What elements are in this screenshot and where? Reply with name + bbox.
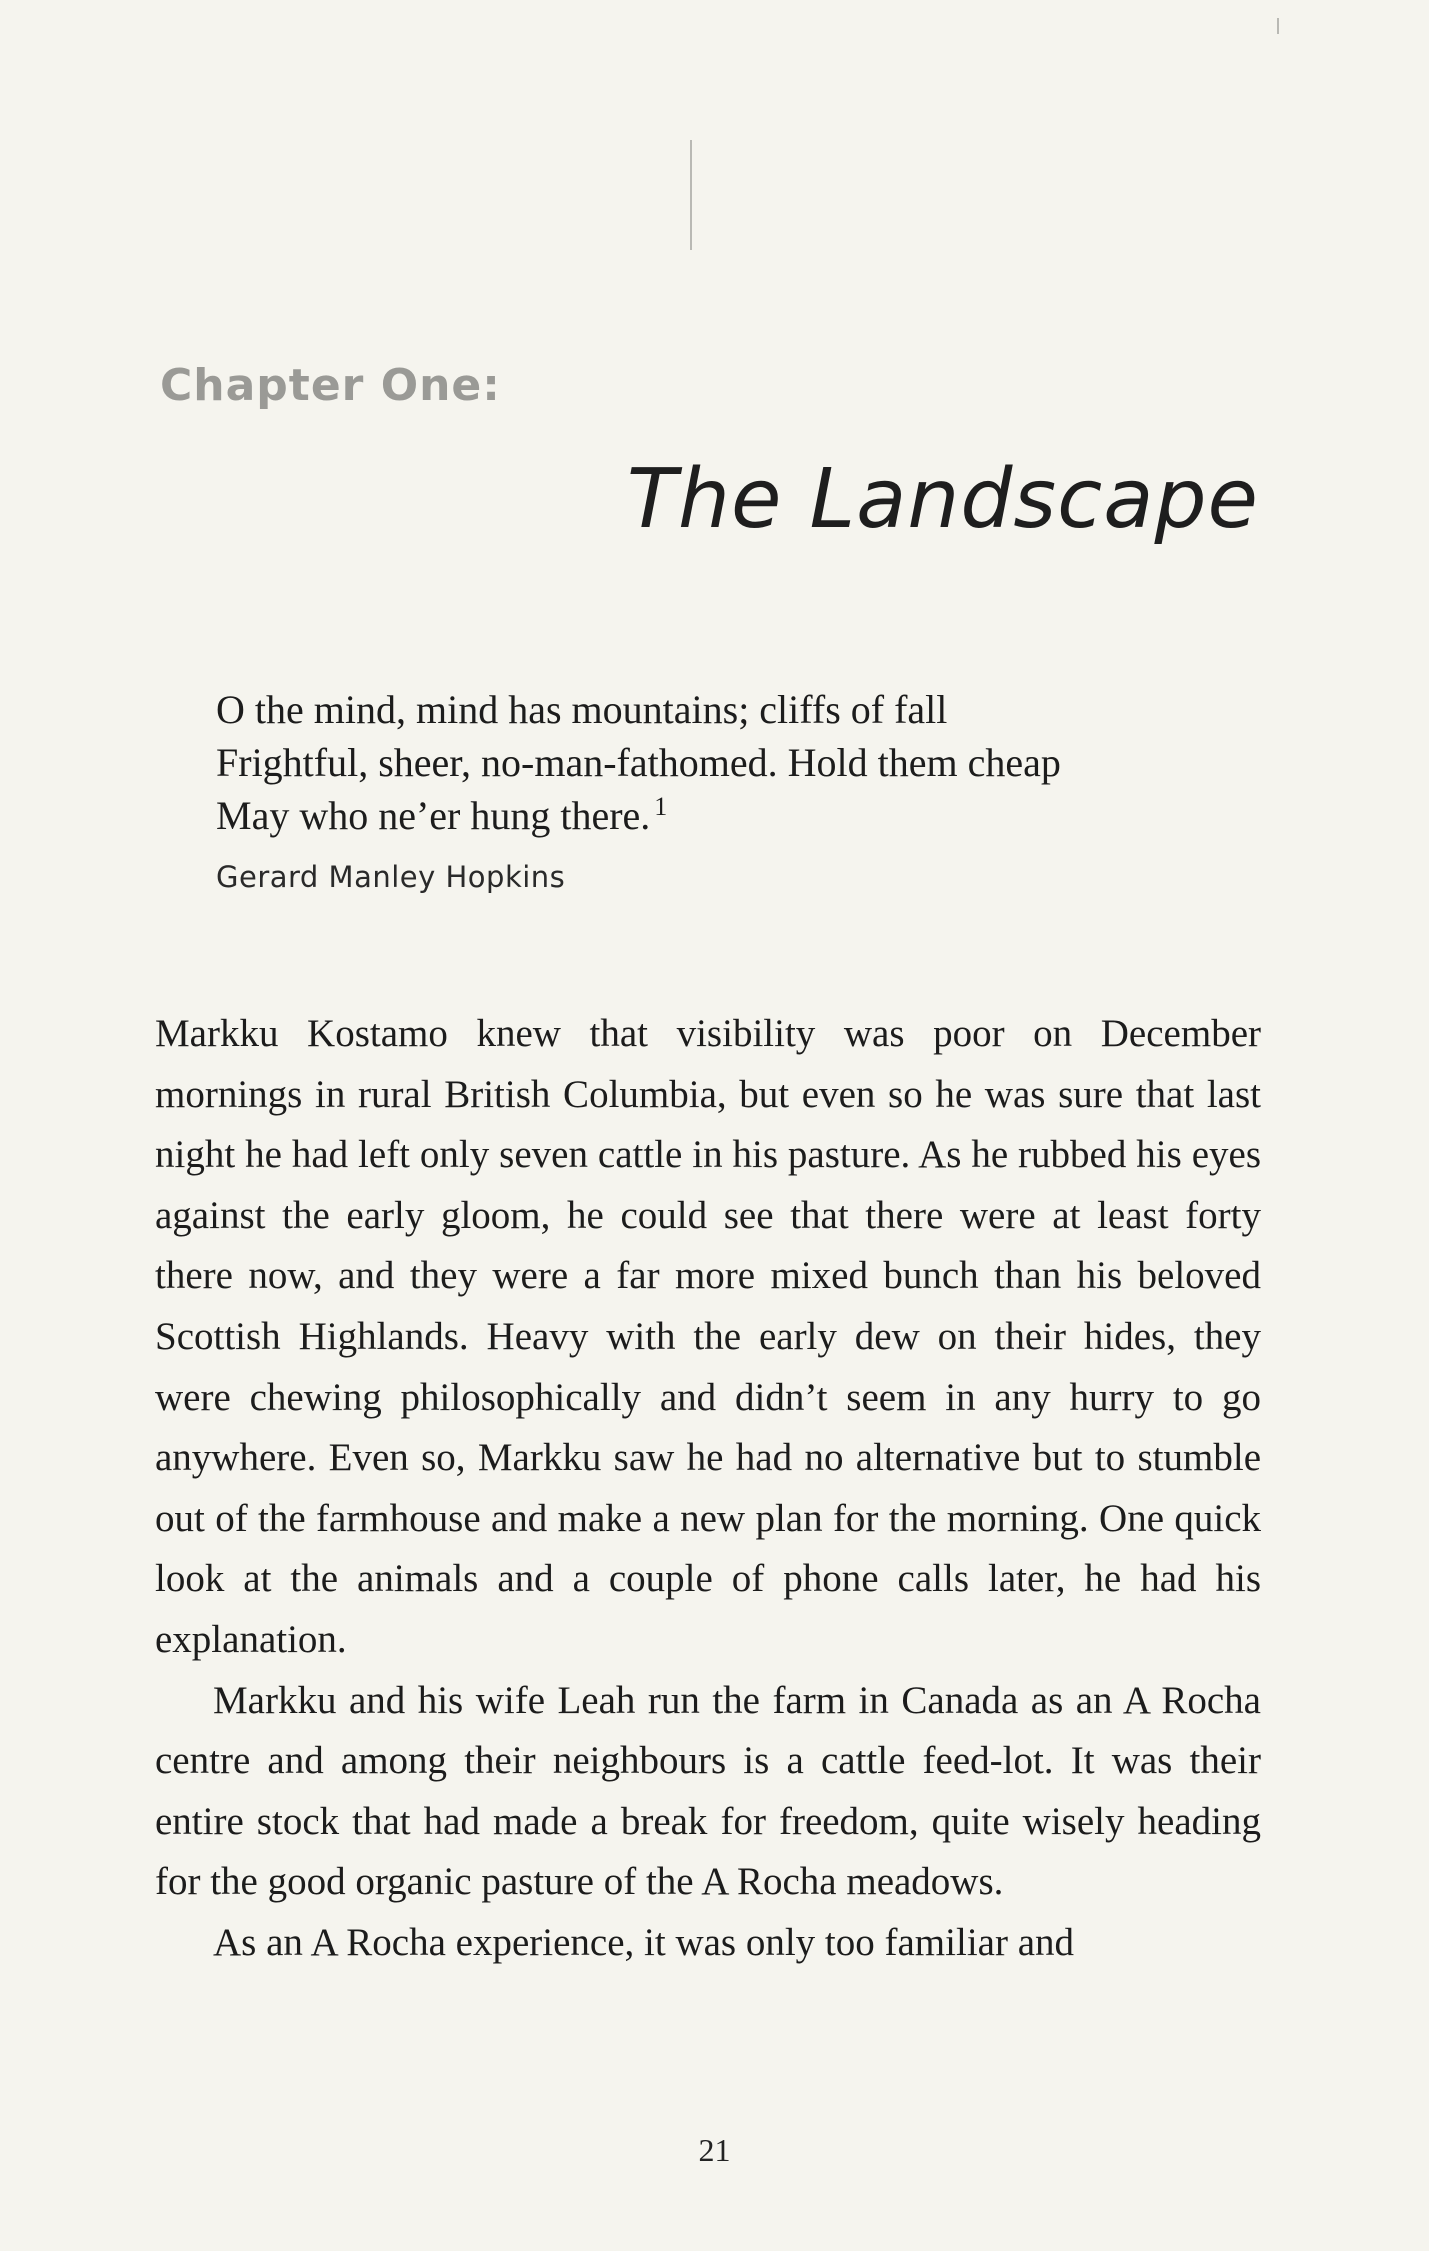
scan-mark [1277,18,1279,34]
epigraph-line [216,789,1296,842]
chapter-label: Chapter One: [160,360,501,411]
epigraph-line: O the mind, mind has mountains; cliffs of fall [216,687,948,732]
epigraph-line: Frightful, sheer, no-man-fathomed. Hold them cheap [216,740,1061,785]
paragraph: As an A Rocha experience, it was only too familiar and [213,1920,1075,1964]
epigraph [216,683,1296,894]
footnote-reference: 1 [654,792,668,821]
chapter-title: The Landscape [626,452,1259,547]
paragraph: Markku and his wife Leah run the farm in Canada as an A Rocha centre and among their neighbours is a cattle feed-lot. It was their entire stock that had made a break for freedom, quite wisely heading for the good organic pasture of the A Rocha meadows. [155,1678,1261,1904]
page-number: 21 [698,2132,731,2168]
body-text [155,1004,1261,1974]
epigraph-line-text: May who ne’er hung there. [216,793,651,838]
paragraph: Markku Kostamo knew that visibility was poor on December mornings in rural British Columbia, but even so he was sure that last night he had left only seven cattle in his pasture. As he rubbed his eyes against the early gloom, he could see that there were at least forty there now, and they were a far more mixed bunch than his beloved Scottish Highlands. Heavy with the early dew on their hides, they were chewing philosophically and didn’t seem in any hurry to go anywhere. Even so, Markku saw he had no alternative but to stumble out of the farmhouse and make a new plan for the morning. One quick look at the animals and a couple of phone calls later, he had his explanation. [155,1012,1261,1661]
epigraph-attribution: Gerard Manley Hopkins [216,860,566,894]
scan-mark [690,140,692,250]
